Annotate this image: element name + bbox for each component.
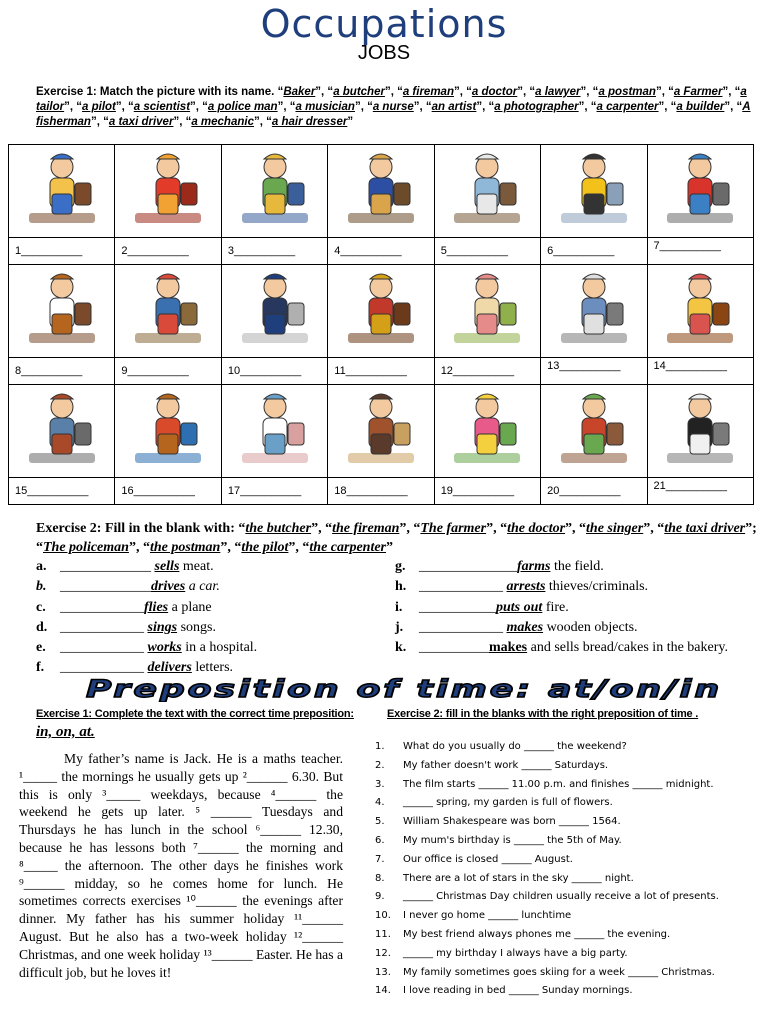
occupations-picture-grid <box>8 144 754 505</box>
answer-blank[interactable]: ____________ <box>419 579 507 595</box>
item-rest: in a hospital. <box>181 640 258 656</box>
mechanic-illustration-icon <box>661 149 739 229</box>
answer-blank[interactable]: 10__________ <box>221 358 327 385</box>
answer-blank[interactable]: ______________ <box>419 559 517 574</box>
answer-blank[interactable]: 2__________ <box>115 238 221 265</box>
postman-illustration-icon <box>342 149 420 229</box>
prep-exercise2-item <box>375 851 765 870</box>
answer-blank[interactable]: 16__________ <box>115 478 221 505</box>
exercise2-word: the doctor <box>507 521 566 536</box>
exercise1-word: a builder <box>676 101 725 113</box>
answer-blank[interactable]: 5__________ <box>434 238 540 265</box>
answer-blank[interactable]: 3__________ <box>221 238 327 265</box>
answer-blank[interactable]: 18__________ <box>328 478 434 505</box>
item-text: ______ spring, my garden is full of flowers. <box>403 797 613 809</box>
item-number: 11. <box>375 928 391 940</box>
exercise1-word: a postman <box>598 86 656 98</box>
answer-blank[interactable]: _____________ <box>60 579 151 595</box>
item-verb: works <box>147 640 182 656</box>
item-key: j. <box>395 619 404 635</box>
item-number: 6. <box>375 834 385 846</box>
hair-dresser-picture <box>647 265 753 358</box>
lawyer-illustration-icon <box>661 389 739 469</box>
fill-blank-item <box>395 618 728 638</box>
exercise2-word: the taxi driver <box>664 521 746 536</box>
label-row <box>9 358 754 385</box>
item-number: 10. <box>375 910 391 922</box>
answer-blank[interactable]: 17__________ <box>221 478 327 505</box>
answer-blank[interactable]: ____________ <box>60 599 144 615</box>
fill-blank-item <box>395 638 728 658</box>
item-text: ______ Christmas Day children usually receive a lot of presents. <box>403 891 719 903</box>
builder-illustration-icon <box>23 389 101 469</box>
item-text: There are a lot of stars in the sky ______ night. <box>403 872 634 884</box>
prep-exercise2-item <box>375 926 765 945</box>
exercise1-word: a Farmer <box>673 86 723 98</box>
item-rest: letters. <box>191 660 234 676</box>
item-rest: thieves/criminals. <box>545 579 649 595</box>
item-text: My mum's birthday is ______ the 5th of May. <box>403 834 622 846</box>
exercise2-left-column <box>36 557 257 679</box>
answer-blank[interactable]: 19__________ <box>434 478 540 505</box>
artist-illustration-icon <box>448 389 526 469</box>
item-text: The film starts ______ 11.00 p.m. and finishes ______ midnight. <box>403 778 714 790</box>
answer-blank[interactable]: __________ <box>419 640 489 656</box>
banner-text: Preposition of time: at/on/in <box>86 676 722 702</box>
item-text: I never go home ______ lunchtime <box>403 910 572 922</box>
prep-exercise2-item <box>375 776 765 795</box>
exercise2-word: the singer <box>586 521 644 536</box>
prep-exercise2-item <box>375 813 765 832</box>
prep-exercise2-item <box>375 794 765 813</box>
prep-exercise2-item <box>375 870 765 889</box>
item-text: Our office is closed ______ August. <box>403 853 573 865</box>
prep-exercise2-item <box>375 982 765 1001</box>
baker-illustration-icon <box>23 269 101 349</box>
item-text: My family sometimes goes skiing for a week ______ Christmas. <box>403 966 715 978</box>
answer-blank[interactable]: 9__________ <box>115 358 221 385</box>
answer-blank[interactable]: 1__________ <box>9 238 115 265</box>
item-number: 9. <box>375 891 385 903</box>
label-row <box>9 238 754 265</box>
doctor-picture <box>541 265 647 358</box>
exercise2-word: The policeman <box>43 540 129 555</box>
nurse-illustration-icon <box>236 389 314 469</box>
builder-picture <box>9 385 115 478</box>
answer-blank[interactable]: 4__________ <box>328 238 434 265</box>
exercise1-word: an artist <box>431 101 477 113</box>
exercise2-right-column <box>395 557 728 658</box>
exercise2-word: the postman <box>149 540 221 555</box>
item-key: d. <box>36 619 48 635</box>
exercise1-word: a carpenter <box>596 101 659 113</box>
item-number: 1. <box>375 741 385 752</box>
fisherman-illustration-icon <box>129 269 207 349</box>
exercise1-instructions: Exercise 1: Match the picture with its name. “Baker”, “a butcher”, “a fireman”, “a doctor”, “a lawyer”, “a postman”, “a Farmer”, “a tailor”, “a pilot”, “a scientist”, “a police man”, “a musician”, “a nurse”, “an artist”, “a photographer”, “a carpenter”, “a builder”, “A fisherman”, “a taxi driver”, “a mechanic”, “a hair dresser” <box>36 86 751 128</box>
answer-blank[interactable]: ____________ <box>419 619 507 635</box>
photographer-picture <box>328 385 434 478</box>
prep-exercise2-item <box>375 964 765 983</box>
taxi-driver-illustration-icon <box>555 149 633 229</box>
photographer-illustration-icon <box>342 389 420 469</box>
item-number: 7. <box>375 853 385 865</box>
item-number: 5. <box>375 816 385 828</box>
item-rest: fire. <box>542 599 569 615</box>
musician-picture <box>328 265 434 358</box>
fill-blank-item <box>36 638 257 658</box>
prep-exercise1-words: in, on, at. <box>36 724 95 740</box>
exercise1-word: a police man <box>207 101 278 113</box>
answer-blank[interactable]: 14__________ <box>647 358 753 385</box>
item-verb: arrests <box>506 579 546 595</box>
fill-blank-item <box>36 557 257 577</box>
answer-blank[interactable]: ___________ <box>419 599 496 615</box>
prep-exercise2-heading: Exercise 2: fill in the blanks with the right preposition of time . <box>387 708 699 720</box>
item-key: a. <box>36 559 47 574</box>
policeman-picture <box>221 265 327 358</box>
item-rest: wooden objects. <box>543 619 638 635</box>
carpenter-picture <box>115 385 221 478</box>
prep-exercise1-heading: Exercise 1: Complete the text with the correct time preposition: <box>36 708 354 720</box>
exercise1-word: Baker <box>283 86 316 98</box>
exercise1-word: A fisherman <box>36 101 751 128</box>
postman-picture <box>328 145 434 238</box>
exercise1-word: a taxi driver <box>108 116 174 128</box>
answer-blank[interactable]: 7__________ <box>647 238 753 265</box>
picture-row <box>9 265 754 358</box>
answer-blank[interactable]: 11__________ <box>328 358 434 385</box>
item-verb: makes <box>506 619 544 635</box>
answer-blank[interactable]: ____________ <box>60 640 148 656</box>
exercise2-word: the pilot <box>241 540 289 555</box>
carpenter-illustration-icon <box>129 389 207 469</box>
doctor-illustration-icon <box>555 269 633 349</box>
picture-row <box>9 385 754 478</box>
item-verb: sings <box>147 619 178 635</box>
preposition-banner <box>84 676 724 702</box>
artist-picture <box>434 385 540 478</box>
item-number: 13. <box>375 966 391 978</box>
item-text: ______ my birthday I always have a big party. <box>403 947 628 959</box>
item-rest: a car. <box>185 579 220 595</box>
fireman-illustration-icon <box>129 149 207 229</box>
exercise1-lead: Exercise 1: Match the picture with its name. “ <box>36 86 284 98</box>
prep-exercise1-paragraph: My father’s name is Jack. He is a maths teacher. ¹_____ the mornings he usually gets up ²______ 6.30. But this is only ³_____ weekdays, because ⁴______ the weekend he gets up later. ⁵ ______ Tuesdays and Thursdays he has lunch in the school ⁶______ 12.30, because he has lessons both ⁷______ the morning and ⁸_____ the afternoon. The other days he finishes work ⁹______ midday, so he comes home for lunch. He sometimes corrects exercises ¹⁰______ the evenings after dinner. My father has his summer holiday ¹¹______ August. But he also has a two-week holiday ¹²______ Christmas, and one week holiday ¹³______ Easter. He has a difficult job, but he loves it! <box>19 751 343 980</box>
tailor-illustration-icon <box>555 389 633 469</box>
item-key: g. <box>395 559 406 574</box>
nurse-picture <box>221 385 327 478</box>
answer-blank[interactable]: 13__________ <box>541 358 647 385</box>
item-verb: drives <box>151 579 186 595</box>
item-verb: delivers <box>147 660 192 676</box>
prep-exercise2-item <box>375 888 765 907</box>
fireman-picture <box>115 145 221 238</box>
page-title: Occupations <box>260 2 508 46</box>
exercise1-word: a scientist <box>133 101 191 113</box>
item-number: 8. <box>375 872 385 884</box>
pilot-illustration-icon <box>236 149 314 229</box>
exercise1-word: a lawyer <box>535 86 581 98</box>
item-verb: farms <box>517 559 551 574</box>
musician-illustration-icon <box>342 269 420 349</box>
farmer-picture <box>9 145 115 238</box>
picture-row <box>9 145 754 238</box>
item-rest: songs. <box>177 619 216 635</box>
answer-blank[interactable]: 6__________ <box>541 238 647 265</box>
answer-blank[interactable]: 8__________ <box>9 358 115 385</box>
answer-blank[interactable]: ____________ <box>60 619 148 635</box>
exercise1-word: a nurse <box>372 101 414 113</box>
fill-blank-item <box>36 577 257 597</box>
answer-blank[interactable]: ____________ <box>60 660 148 676</box>
lawyer-picture <box>647 385 753 478</box>
exercise1-word: a pilot <box>82 101 116 113</box>
item-key: f. <box>36 660 45 676</box>
item-text: My father doesn't work ______ Saturdays. <box>403 759 609 771</box>
exercise2-word: the butcher <box>245 521 312 536</box>
item-text: I love reading in bed ______ Sunday mornings. <box>403 985 633 997</box>
pilot-picture <box>221 145 327 238</box>
label-row <box>9 478 754 505</box>
item-key: b. <box>36 579 47 595</box>
item-key: c. <box>36 599 46 615</box>
exercise1-word: a tailor <box>36 86 747 113</box>
item-number: 3. <box>375 778 385 790</box>
fill-blank-item <box>395 557 728 577</box>
fill-blank-item <box>395 598 728 618</box>
item-key: i. <box>395 599 403 615</box>
prep-exercise2-item <box>375 832 765 851</box>
prep-exercise1-text <box>19 750 343 981</box>
item-verb: sells <box>154 559 180 574</box>
exercise2-word: the fireman <box>332 521 400 536</box>
exercise1-word: a hair dresser <box>271 116 348 128</box>
answer-blank[interactable]: 12__________ <box>434 358 540 385</box>
item-verb: makes <box>489 640 528 656</box>
fill-blank-item <box>36 598 257 618</box>
answer-blank[interactable]: 15__________ <box>9 478 115 505</box>
fisherman-picture <box>115 265 221 358</box>
scientist-picture <box>434 145 540 238</box>
exercise1-word: a fireman <box>402 86 454 98</box>
item-rest: meat. <box>179 559 214 574</box>
exercise2-instructions: Exercise 2: Fill in the blank with: “the butcher”, “the fireman”, “The farmer”, “the doctor”, “the singer”, “the taxi driver”; “The policeman”, “the postman”, “the pilot”, “the carpenter” <box>36 521 757 555</box>
exercise1-word: a musician <box>295 101 355 113</box>
prep-exercise2-item <box>375 738 765 757</box>
item-number: 12. <box>375 947 391 959</box>
scientist-illustration-icon <box>448 149 526 229</box>
answer-blank[interactable]: _____________ <box>60 559 155 574</box>
exercise1-word: a butcher <box>333 86 385 98</box>
nurse-patient-illustration-icon <box>448 269 526 349</box>
answer-blank[interactable]: 21__________ <box>647 478 753 505</box>
taxi-driver-picture <box>541 145 647 238</box>
item-key: e. <box>36 640 46 656</box>
exercise2-word: The farmer <box>420 521 487 536</box>
item-text: William Shakespeare was born ______ 1564. <box>403 816 621 828</box>
item-number: 4. <box>375 797 385 809</box>
item-number: 14. <box>375 985 391 997</box>
exercise1-word: a mechanic <box>191 116 254 128</box>
item-text: What do you usually do ______ the weekend? <box>403 741 627 752</box>
hair-dresser-illustration-icon <box>661 269 739 349</box>
exercise2-word: the carpenter <box>309 540 387 555</box>
prep-exercise2-list <box>375 738 765 1001</box>
prep-exercise2-item <box>375 945 765 964</box>
exercise1-word: a photographer <box>494 101 579 113</box>
prep-exercise2-item <box>375 907 765 926</box>
baker-picture <box>9 265 115 358</box>
fill-blank-item <box>395 577 728 597</box>
nurse-patient-picture <box>434 265 540 358</box>
fill-blank-item <box>36 618 257 638</box>
answer-blank[interactable]: 20__________ <box>541 478 647 505</box>
item-rest: and sells bread/cakes in the bakery. <box>527 640 728 656</box>
item-verb: puts out <box>496 599 543 615</box>
exercise2-lead: Exercise 2: Fill in the blank with: <box>36 521 239 536</box>
tailor-picture <box>541 385 647 478</box>
prep-exercise2-item <box>375 757 765 776</box>
item-number: 2. <box>375 759 385 771</box>
policeman-illustration-icon <box>236 269 314 349</box>
item-rest: the field. <box>550 559 604 574</box>
exercise1-word: a doctor <box>471 86 518 98</box>
item-key: k. <box>395 640 407 656</box>
item-text: My best friend always phones me ______ the evening. <box>403 928 671 940</box>
mechanic-picture <box>647 145 753 238</box>
item-rest: a plane <box>168 599 212 615</box>
item-key: h. <box>395 579 407 595</box>
page-subtitle: JOBS <box>357 42 411 64</box>
farmer-illustration-icon <box>23 149 101 229</box>
item-verb: flies <box>144 599 169 615</box>
